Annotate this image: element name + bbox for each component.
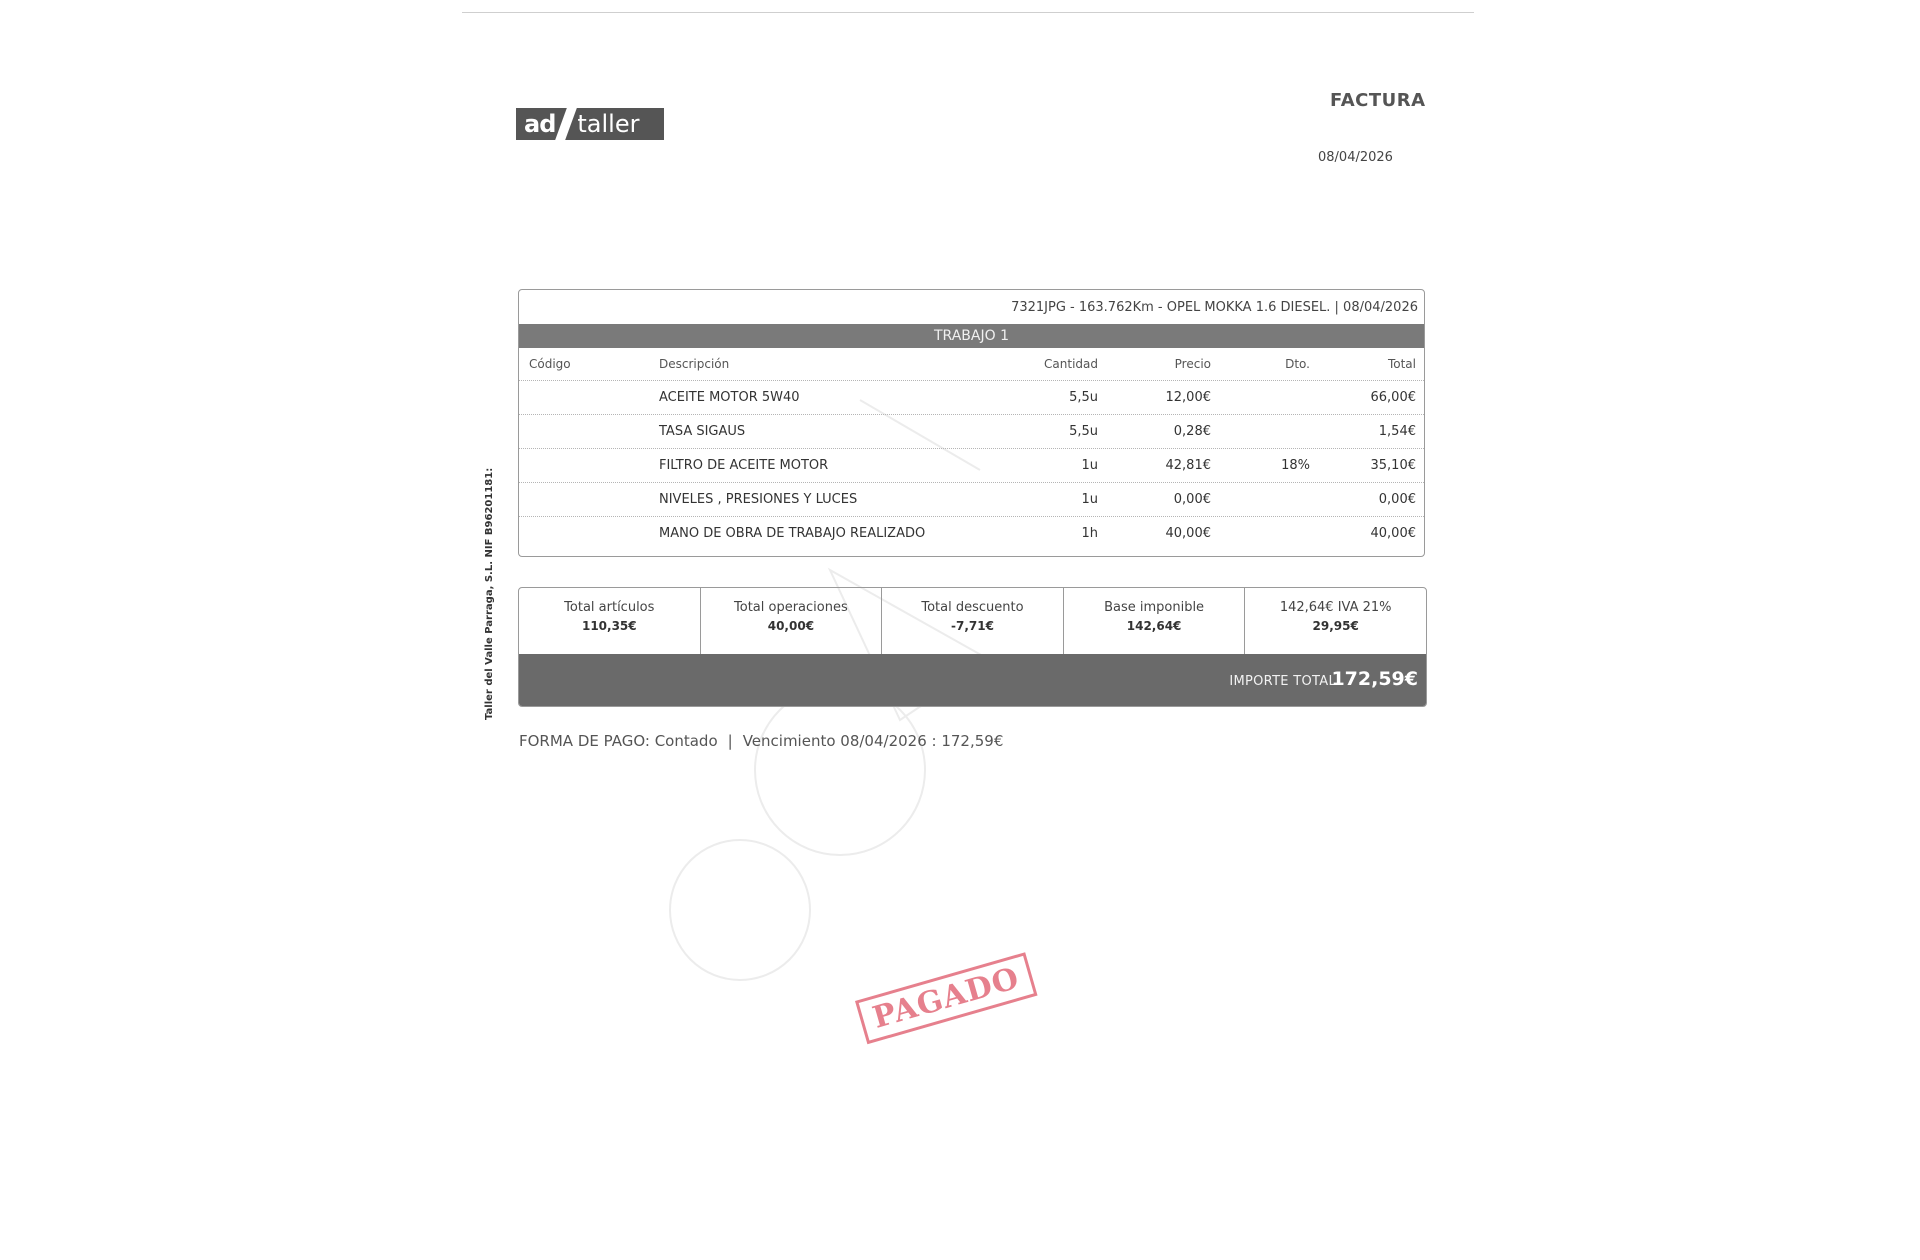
paid-stamp: PAGADO	[855, 952, 1037, 1044]
total-discount-cell	[882, 588, 1064, 654]
line-price: 0,00€	[1173, 492, 1211, 507]
line-qty: 5,5u	[1069, 390, 1098, 405]
logo-ad-text: ad	[524, 110, 556, 138]
line-desc: TASA SIGAUS	[659, 424, 746, 439]
col-header-price: Precio	[1174, 357, 1211, 371]
totals-summary	[518, 587, 1427, 707]
grand-total-value: 172,59€	[1331, 668, 1418, 690]
total-value: -7,71€	[951, 619, 994, 633]
total-articles-cell	[519, 588, 701, 654]
table-row	[519, 517, 1424, 550]
col-header-total: Total	[1387, 357, 1416, 371]
table-header-row	[519, 348, 1424, 381]
line-desc: NIVELES , PRESIONES Y LUCES	[659, 492, 858, 507]
col-header-qty: Cantidad	[1044, 357, 1098, 371]
top-rule	[462, 12, 1474, 13]
logo-taller-text: taller	[577, 110, 640, 138]
total-value: 110,35€	[581, 619, 637, 633]
line-desc: MANO DE OBRA DE TRABAJO REALIZADO	[659, 526, 926, 541]
line-qty: 5,5u	[1069, 424, 1098, 439]
grand-total-band	[519, 654, 1426, 707]
total-label: Base imponible	[1104, 600, 1205, 615]
line-price: 0,28€	[1173, 424, 1211, 439]
total-operations-cell	[701, 588, 883, 654]
col-header-code: Código	[529, 357, 571, 371]
payment-due: Vencimiento 08/04/2026 : 172,59€	[742, 732, 1004, 750]
line-desc: ACEITE MOTOR 5W40	[659, 390, 800, 405]
line-total: 1,54€	[1378, 424, 1416, 439]
table-row	[519, 381, 1424, 415]
col-header-dto: Dto.	[1285, 357, 1310, 371]
line-price: 40,00€	[1165, 526, 1211, 541]
line-total: 35,10€	[1370, 458, 1416, 473]
grand-total-label: IMPORTE TOTAL	[1229, 674, 1336, 689]
vat-cell	[1245, 588, 1426, 654]
company-nif-side-text: Taller del Valle Parraga, S.L. NIF B96201181:	[484, 467, 495, 720]
total-label: Total descuento	[921, 600, 1024, 615]
line-total: 40,00€	[1370, 526, 1416, 541]
total-label: 142,64€ IVA 21%	[1279, 600, 1392, 615]
total-label: Total operaciones	[734, 600, 848, 615]
table-row	[519, 483, 1424, 517]
line-price: 12,00€	[1165, 390, 1211, 405]
document-title: FACTURA	[1330, 90, 1426, 111]
work-title-band: TRABAJO 1	[519, 324, 1424, 348]
totals-cells	[519, 588, 1426, 654]
logo-slash	[555, 106, 578, 142]
total-label: Total artículos	[564, 600, 655, 615]
document-date: 08/04/2026	[1318, 150, 1393, 165]
vehicle-info: 7321JPG - 163.762Km - OPEL MOKKA 1.6 DIESEL. | 08/04/2026	[1011, 300, 1418, 315]
col-header-desc: Descripción	[659, 357, 730, 371]
table-row	[519, 449, 1424, 483]
payment-method: FORMA DE PAGO: Contado	[519, 732, 718, 750]
line-dto: 18%	[1281, 458, 1310, 473]
line-total: 0,00€	[1378, 492, 1416, 507]
line-desc: FILTRO DE ACEITE MOTOR	[659, 458, 829, 473]
line-total: 66,00€	[1370, 390, 1416, 405]
table-row	[519, 415, 1424, 449]
line-price: 42,81€	[1165, 458, 1211, 473]
invoice-lines-table	[518, 289, 1425, 557]
total-value: 40,00€	[767, 619, 815, 633]
total-value: 29,95€	[1312, 619, 1359, 633]
line-qty: 1u	[1081, 492, 1098, 507]
taxable-base-cell	[1064, 588, 1246, 654]
payment-separator: |	[727, 732, 733, 750]
line-qty: 1u	[1081, 458, 1098, 473]
total-value: 142,64€	[1126, 619, 1182, 633]
line-qty: 1h	[1081, 526, 1098, 541]
payment-info	[519, 732, 1003, 750]
company-logo	[516, 108, 664, 140]
